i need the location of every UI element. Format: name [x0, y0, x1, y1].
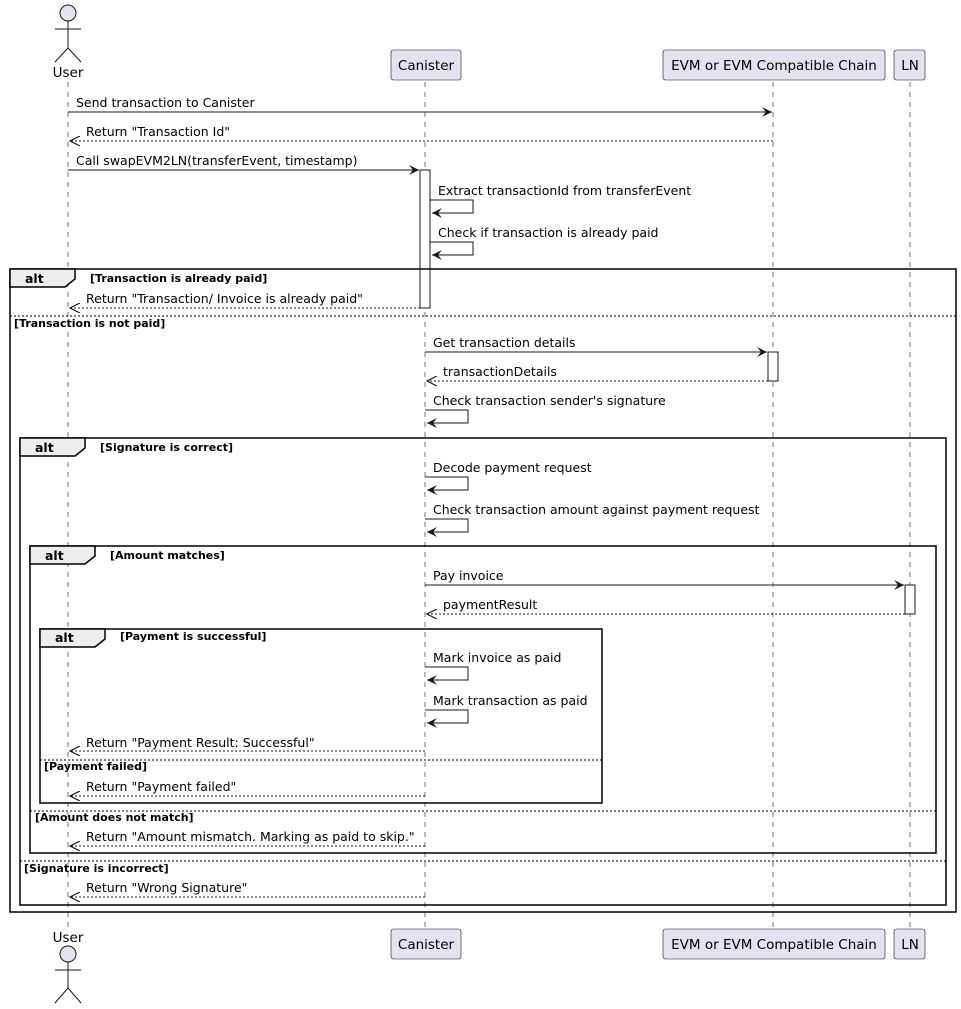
- actor-user-bottom: [53, 930, 84, 1003]
- message-arrow: [427, 597, 905, 614]
- fragment-else-guard: [Payment failed]: [44, 760, 148, 773]
- message-label: Call swapEVM2LN(transferEvent, timestamp): [76, 153, 358, 168]
- message-label: Decode payment request: [433, 460, 592, 475]
- participant-label-evm: EVM or EVM Compatible Chain: [671, 58, 877, 74]
- activation-evm: [768, 352, 778, 381]
- message-arrow: [425, 335, 767, 352]
- fragment-keyword: alt: [35, 440, 54, 455]
- message-label: Get transaction details: [433, 335, 576, 350]
- message-arrow: [70, 735, 425, 751]
- message-label: paymentResult: [443, 597, 538, 612]
- participant-ln-bottom: [894, 929, 925, 959]
- fragment-guard: [Amount matches]: [110, 549, 225, 562]
- fragment-keyword: alt: [45, 548, 64, 563]
- message-arrow: [70, 779, 425, 796]
- participant-canister-bottom: [391, 929, 461, 959]
- participant-label-ln-bottom: LN: [901, 937, 919, 953]
- message-arrow: [70, 291, 420, 308]
- message-self-arrow: [430, 183, 691, 213]
- participant-ln-top: [894, 50, 925, 80]
- fragment-else-guard: [Transaction is not paid]: [14, 317, 166, 330]
- fragment-else-guard: [Signature is incorrect]: [24, 862, 169, 875]
- fragment-keyword: alt: [55, 630, 74, 645]
- participant-label-user-bottom: User: [52, 930, 84, 946]
- fragment-guard: [Payment is successful]: [120, 630, 267, 643]
- fragment-guard: [Transaction is already paid]: [90, 272, 268, 285]
- message-self-arrow: [425, 502, 760, 532]
- message-label: Mark transaction as paid: [433, 693, 588, 708]
- message-label: Return "Transaction/ Invoice is already paid": [86, 291, 363, 306]
- messages: [68, 95, 905, 897]
- fragment-else-guard: [Amount does not match]: [35, 811, 194, 824]
- participant-label-evm-bottom: EVM or EVM Compatible Chain: [671, 937, 877, 953]
- participant-label-canister-bottom: Canister: [397, 937, 455, 953]
- message-self-arrow: [425, 650, 561, 680]
- message-arrow: [70, 880, 425, 897]
- message-label: Check transaction sender's signature: [433, 393, 666, 408]
- message-label: Return "Wrong Signature": [86, 880, 248, 895]
- message-label: Send transaction to Canister: [76, 95, 255, 110]
- activation-canister: [420, 170, 430, 308]
- fragment-guard: [Signature is correct]: [100, 441, 233, 454]
- message-self-arrow: [425, 693, 588, 723]
- message-label: Extract transactionId from transferEvent: [438, 183, 692, 198]
- message-self-arrow: [430, 225, 658, 255]
- message-self-arrow: [425, 393, 666, 423]
- message-self-arrow: [425, 460, 592, 490]
- participant-evm-top: [663, 50, 885, 80]
- participant-label-canister: Canister: [397, 58, 455, 74]
- message-label: transactionDetails: [443, 364, 557, 379]
- message-label: Check if transaction is already paid: [438, 225, 659, 240]
- participant-label-user: User: [52, 65, 84, 81]
- message-label: Check transaction amount against payment request: [433, 502, 760, 517]
- user-icon: [55, 946, 81, 1003]
- message-arrow: [68, 153, 419, 170]
- message-arrow: [70, 124, 773, 141]
- message-label: Return "Payment Result: Successful": [86, 735, 315, 750]
- message-label: Mark invoice as paid: [433, 650, 562, 665]
- fragment-keyword: alt: [25, 271, 44, 286]
- message-arrow: [425, 568, 904, 585]
- message-arrow: [68, 95, 772, 112]
- message-arrow: [70, 829, 425, 846]
- activation-ln: [905, 585, 915, 614]
- actor-user-top: [53, 5, 84, 81]
- message-label: Return "Payment failed": [86, 779, 237, 794]
- participant-label-ln: LN: [901, 58, 919, 74]
- participant-canister-top: [391, 50, 461, 80]
- participant-evm-bottom: [663, 929, 885, 959]
- user-icon: [55, 5, 81, 62]
- message-label: Return "Transaction Id": [86, 124, 231, 139]
- message-label: Pay invoice: [433, 568, 504, 583]
- message-label: Return "Amount mismatch. Marking as paid to skip.": [86, 829, 415, 844]
- participants-top: [53, 5, 925, 81]
- message-arrow: [427, 364, 768, 381]
- participants-bottom: [53, 929, 925, 1003]
